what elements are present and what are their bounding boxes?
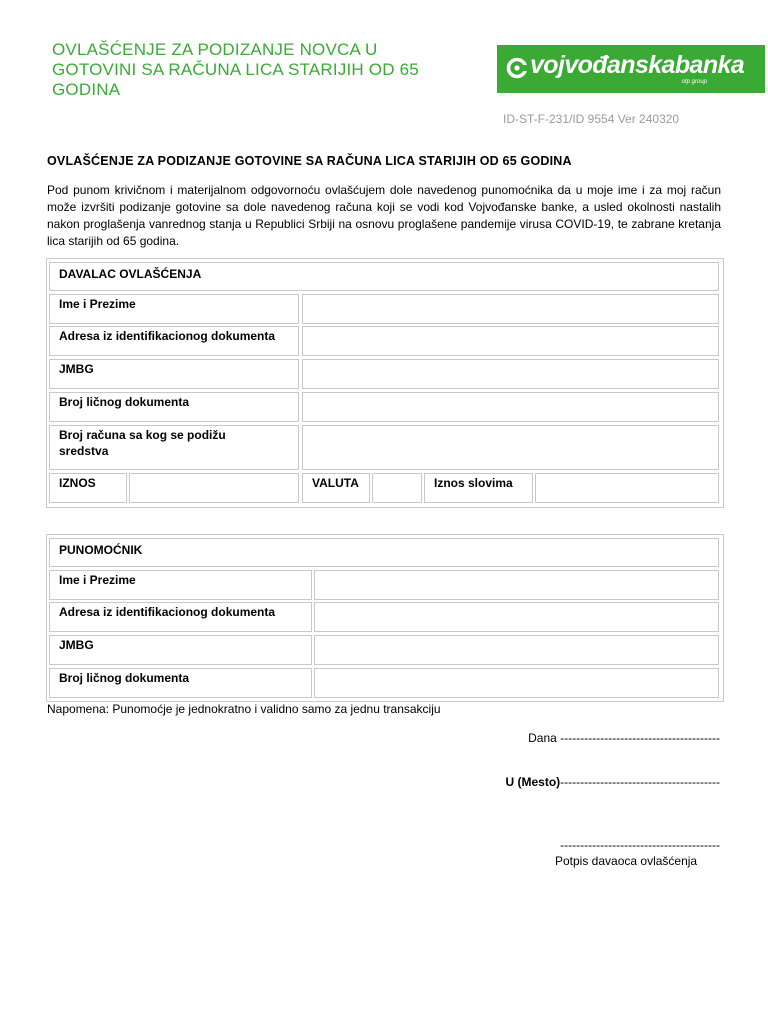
bank-logo-subtext: otp group [681, 79, 707, 85]
grantor-jmbg-label-cell [49, 359, 299, 389]
document-id: ID-ST-F-231/ID 9554 Ver 240320 [503, 112, 680, 126]
proxy-address-label-cell [49, 602, 312, 632]
amount-words-label: Iznos slovima [434, 476, 513, 490]
proxy-name-label: Ime i Prezime [59, 573, 136, 587]
amount-words-label-cell [424, 473, 533, 503]
grantor-account-field[interactable] [302, 425, 719, 470]
signature-line[interactable]: ---------------------------------------- [560, 838, 720, 852]
grantor-doc-label: Broj ličnog dokumenta [59, 395, 190, 409]
grantor-heading: DAVALAC OVLAŠĆENJA [59, 267, 202, 281]
grantor-account-label: Broj računa sa kog se podižu sredstva [59, 428, 226, 458]
currency-label: VALUTA [312, 476, 359, 490]
grantor-jmbg-field[interactable] [302, 359, 719, 389]
proxy-address-label: Adresa iz identifikacionog dokumenta [59, 605, 276, 619]
form-header-title: OVLAŠĆENJE ZA PODIZANJE NOVCA U GOTOVINI SA RAČUNA LICA STARIJIH OD 65 GODINA [52, 40, 419, 99]
note-text: Napomena: Punomoćje je jednokratno i validno samo za jednu transakciju [47, 702, 441, 716]
proxy-name-field[interactable] [314, 570, 719, 600]
amount-field[interactable] [129, 473, 299, 503]
date-line[interactable] [528, 731, 720, 745]
document-title: OVLAŠĆENJE ZA PODIZANJE GOTOVINE SA RAČUNA LICA STARIJIH OD 65 GODINA [47, 154, 572, 168]
proxy-address-field[interactable] [314, 602, 719, 632]
proxy-jmbg-label-cell [49, 635, 312, 665]
grantor-heading-cell [49, 262, 719, 291]
signature-caption: Potpis davaoca ovlašćenja [555, 854, 698, 868]
intro-paragraph: Pod punom krivičnom i materijalnom odgovornoću ovlašćujem dole navedenog punomoćnika da u moje ime i za moj račun može izvršiti podizanje gotovine sa dole navedenog računa koji se vodi kod Vojvođanske banke, a usled okolnosti nastalih nakon proglašenja vanrednog stanja u Republici Srbiji na osnovu proglašene pandemije virusa COVID-19, te zabrane kretanja lica starijih od 65 godina. [47, 183, 721, 248]
place-label: U (Mesto) [505, 775, 561, 789]
bank-logo [497, 45, 765, 93]
currency-label-cell [302, 473, 370, 503]
proxy-doc-field[interactable] [314, 668, 719, 698]
bank-logo-icon [506, 56, 528, 85]
grantor-address-field[interactable] [302, 326, 719, 356]
amount-words-field[interactable] [535, 473, 719, 503]
proxy-jmbg-label: JMBG [59, 638, 94, 652]
grantor-jmbg-label: JMBG [59, 362, 94, 376]
place-line[interactable] [505, 775, 720, 789]
bank-logo-text: vojvođanskabanka [530, 51, 745, 79]
grantor-account-label-cell [49, 425, 299, 470]
amount-label: IZNOS [59, 476, 96, 490]
proxy-section [46, 534, 724, 702]
grantor-name-field[interactable] [302, 294, 719, 324]
grantor-address-label: Adresa iz identifikacionog dokumenta [59, 329, 276, 343]
proxy-name-label-cell [49, 570, 312, 600]
grantor-section [46, 258, 724, 508]
proxy-doc-label-cell [49, 668, 312, 698]
grantor-doc-field[interactable] [302, 392, 719, 422]
date-label: Dana [528, 731, 557, 745]
place-dashes: ---------------------------------------- [560, 775, 720, 789]
date-dashes: ---------------------------------------- [560, 731, 720, 745]
grantor-doc-label-cell [49, 392, 299, 422]
proxy-heading: PUNOMOĆNIK [59, 543, 143, 557]
currency-field[interactable] [372, 473, 422, 503]
proxy-jmbg-field[interactable] [314, 635, 719, 665]
grantor-name-label-cell [49, 294, 299, 324]
grantor-address-label-cell [49, 326, 299, 356]
grantor-name-label: Ime i Prezime [59, 297, 136, 311]
proxy-doc-label: Broj ličnog dokumenta [59, 671, 190, 685]
amount-label-cell [49, 473, 127, 503]
proxy-heading-cell [49, 538, 719, 567]
